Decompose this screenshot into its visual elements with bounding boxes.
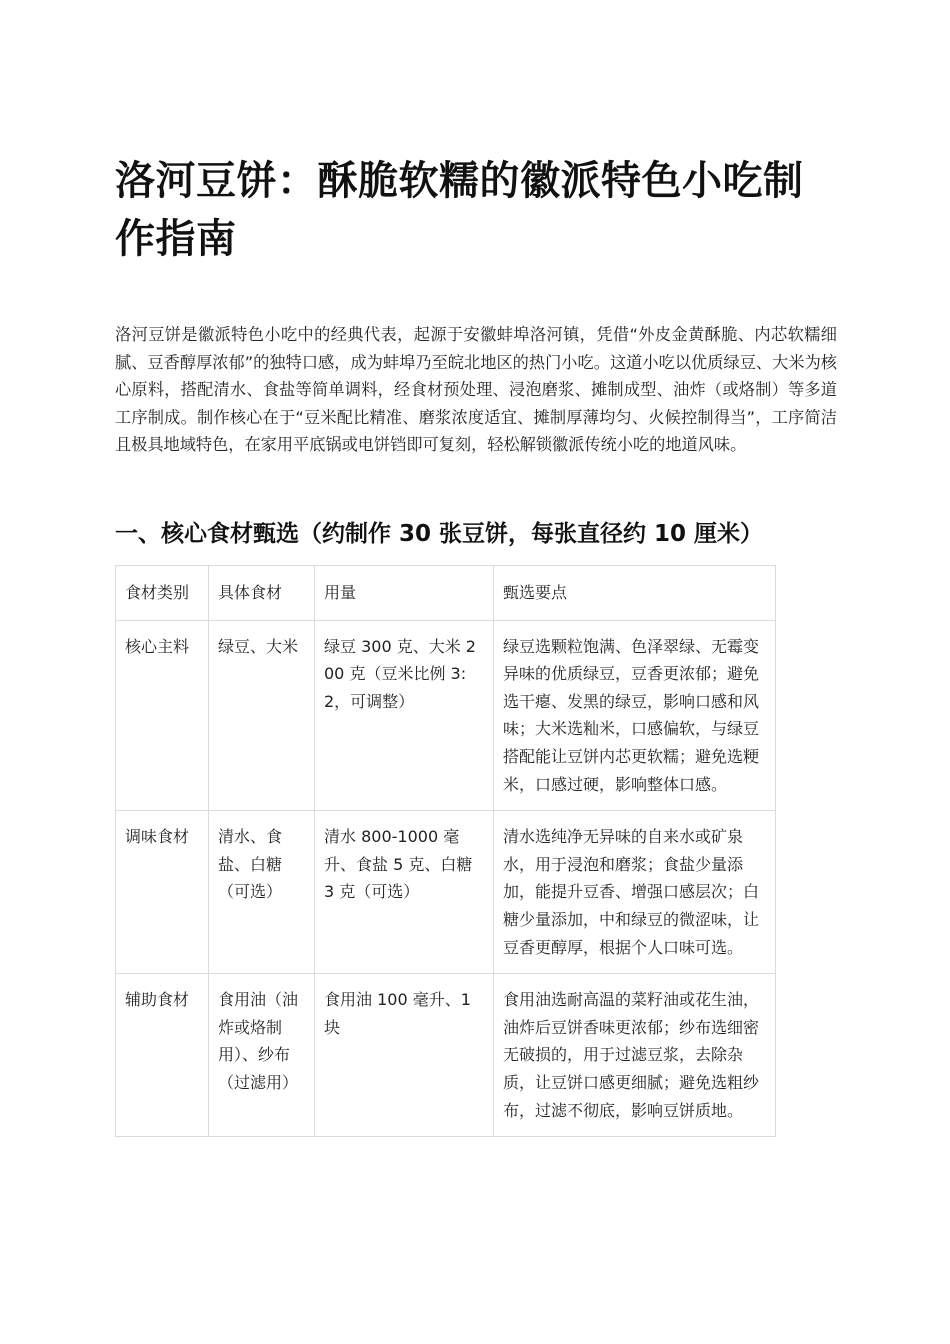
cell-category: 核心主料 [116, 620, 209, 811]
cell-ingredients: 清水、食盐、白糖（可选） [209, 811, 315, 974]
header-amount: 用量 [315, 566, 494, 621]
header-ingredients: 具体食材 [209, 566, 315, 621]
cell-tips: 绿豆选颗粒饱满、色泽翠绿、无霉变异味的优质绿豆，豆香更浓郁；避免选干瘪、发黑的绿豆，影响口感和风味；大米选籼米，口感偏软，与绿豆搭配能让豆饼内芯更软糯；避免选粳米，口感过硬，影响整体口感。 [494, 620, 776, 811]
table-row [116, 620, 776, 811]
ingredients-table [115, 565, 776, 1137]
cell-category: 辅助食材 [116, 974, 209, 1137]
header-tips: 甄选要点 [494, 566, 776, 621]
section-heading-ingredients: 一、核心食材甄选（约制作 30 张豆饼，每张直径约 10 厘米） [115, 521, 764, 547]
table-row [116, 811, 776, 974]
cell-ingredients: 食用油（油炸或烙制用）、纱布（过滤用） [209, 974, 315, 1137]
cell-category: 调味食材 [116, 811, 209, 974]
page-title: 洛河豆饼：酥脆软糯的徽派特色小吃制作指南 [115, 158, 804, 262]
table-row [116, 974, 776, 1137]
header-category: 食材类别 [116, 566, 209, 621]
cell-amount: 食用油 100 毫升、1 块 [315, 974, 494, 1137]
cell-ingredients: 绿豆、大米 [209, 620, 315, 811]
cell-tips: 食用油选耐高温的菜籽油或花生油，油炸后豆饼香味更浓郁；纱布选细密无破损的，用于过滤豆浆，去除杂质，让豆饼口感更细腻；避免选粗纱布，过滤不彻底，影响豆饼质地。 [494, 974, 776, 1137]
cell-amount: 绿豆 300 克、大米 200 克（豆米比例 3:2，可调整） [315, 620, 494, 811]
table-header-row [116, 566, 776, 621]
cell-amount: 清水 800-1000 毫升、食盐 5 克、白糖 3 克（可选） [315, 811, 494, 974]
cell-tips: 清水选纯净无异味的自来水或矿泉水，用于浸泡和磨浆；食盐少量添加，能提升豆香、增强口感层次；白糖少量添加，中和绿豆的微涩味，让豆香更醇厚，根据个人口味可选。 [494, 811, 776, 974]
intro-paragraph: 洛河豆饼是徽派特色小吃中的经典代表，起源于安徽蚌埠洛河镇，凭借“外皮金黄酥脆、内芯软糯细腻、豆香醇厚浓郁”的独特口感，成为蚌埠乃至皖北地区的热门小吃。这道小吃以优质绿豆、大米为核心原料，搭配清水、食盐等简单调料，经食材预处理、浸泡磨浆、摊制成型、油炸（或烙制）等多道工序制成。制作核心在于“豆米配比精准、磨浆浓度适宜、摊制厚薄均匀、火候控制得当”，工序简洁且极具地域特色，在家用平底锅或电饼铛即可复刻，轻松解锁徽派传统小吃的地道风味。 [115, 325, 837, 454]
